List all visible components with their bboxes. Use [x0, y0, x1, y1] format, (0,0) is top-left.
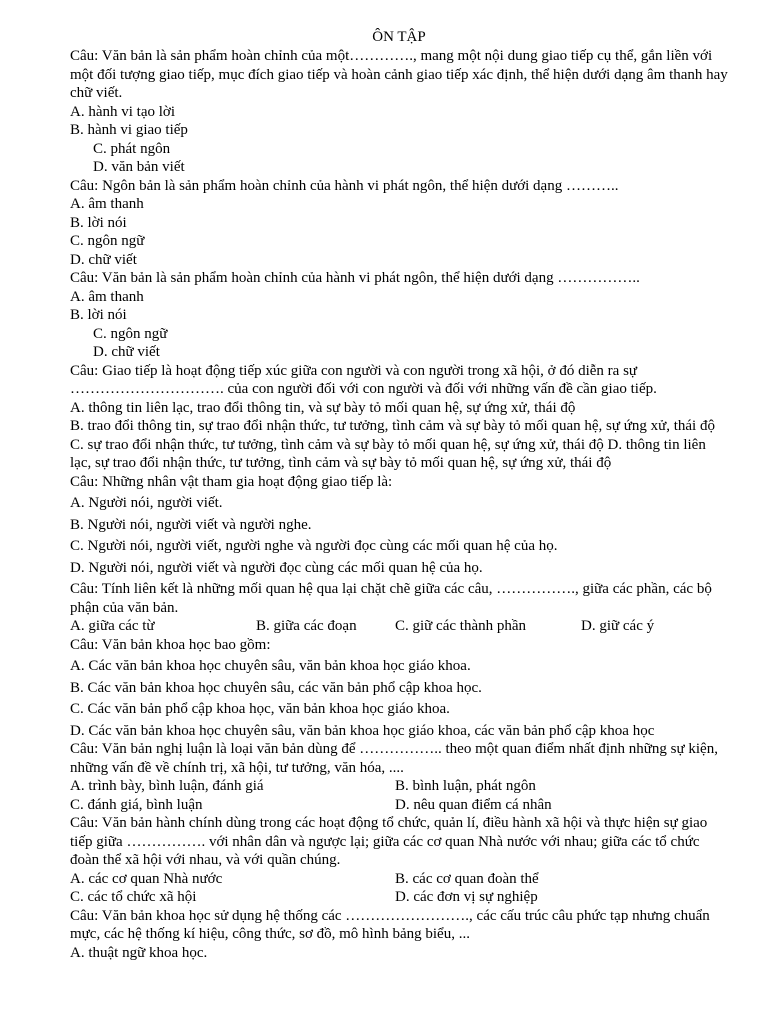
q6-option-d: D. giữ các ý: [581, 618, 655, 634]
q1-option-c: C. phát ngôn: [93, 140, 171, 157]
q2-option-a: A. âm thanh: [70, 196, 144, 212]
q8-options-row-1: [70, 777, 728, 796]
page-title: ÔN TẬP: [372, 29, 426, 45]
question-8-text: Câu: Văn bản nghị luận là loại văn bản dùng để …………….. theo một quan điểm nhất định những sự kiện, những vấn đề về chính trị, xã hội, tư tưởng, văn hóa, ....: [70, 741, 718, 776]
q7-option-c: C. Các văn bản phổ cập khoa học, văn bản khoa học giáo khoa.: [70, 701, 450, 717]
q4-option-c-d: C. sự trao đổi nhận thức, tư tưởng, tình cảm và sự bày tỏ mối quan hệ, sự ứng xử, thái độ D. thông tin liên lạc, sự trao đổi nhận thức, tư tưởng, tình cảm và sự bày tỏ mối quan hệ, sự ứng xử, thái độ: [70, 436, 706, 471]
q2-option-b: B. lời nói: [70, 214, 127, 231]
q9-option-c: C. các tổ chức xã hội: [70, 889, 197, 905]
q10-option-a: A. thuật ngữ khoa học.: [70, 944, 208, 961]
q8-option-c: C. đánh giá, bình luận: [70, 796, 203, 813]
q7-option-a: A. Các văn bản khoa học chuyên sâu, văn bản khoa học giáo khoa.: [70, 658, 471, 674]
question-2-text: Câu: Ngôn bản là sản phẩm hoàn chỉnh của hành vi phát ngôn, thể hiện dưới dạng ………..: [70, 177, 619, 194]
q8-options-row-2: [70, 796, 728, 815]
q1-option-b: B. hành vi giao tiếp: [70, 122, 188, 138]
q4-option-a: A. thông tin liên lạc, trao đổi thông tin, và sự bày tỏ mối quan hệ, sự ứng xử, thái độ: [70, 399, 576, 416]
q6-option-b: B. giữa các đoạn: [256, 618, 357, 634]
q9-option-d: D. các đơn vị sự nghiệp: [395, 889, 538, 905]
q7-option-d: D. Các văn bản khoa học chuyên sâu, văn bản khoa học giáo khoa, các văn bản phổ cập khoa học: [70, 722, 655, 739]
q3-option-b: B. lời nói: [70, 307, 127, 323]
q5-option-a: A. Người nói, người viết.: [70, 495, 223, 511]
q6-options-row: [70, 617, 728, 636]
q8-option-a: A. trình bày, bình luận, đánh giá: [70, 778, 264, 794]
q3-option-c: C. ngôn ngữ: [93, 325, 168, 342]
question-3-text: Câu: Văn bản là sản phẩm hoàn chỉnh của hành vi phát ngôn, thể hiện dưới dạng ……………..: [70, 270, 640, 286]
question-7-text: Câu: Văn bản khoa học bao gồm:: [70, 636, 271, 653]
q4-option-b: B. trao đổi thông tin, sự trao đổi nhận thức, tư tưởng, tình cảm và sự bày tỏ mối quan hệ, sự ứng xử, thái độ: [70, 418, 715, 434]
q9-options-row-1: [70, 870, 728, 889]
q6-option-a: A. giữa các từ: [70, 618, 155, 634]
question-1-text: Câu: Văn bản là sản phẩm hoàn chỉnh của một…………., mang một nội dung giao tiếp cụ thể, gắn liền với một đối tượng giao tiếp, mục đích giao tiếp và hoàn cảnh giao tiếp xác định, thể hiện dưới dạng âm thanh hay chữ viết.: [70, 48, 728, 101]
q5-option-c: C. Người nói, người viết, người nghe và người đọc cùng các mối quan hệ của họ.: [70, 538, 558, 554]
q8-option-d: D. nêu quan điểm cá nhân: [395, 796, 552, 813]
q9-options-row-2: [70, 888, 728, 907]
q2-option-c: C. ngôn ngữ: [70, 233, 145, 249]
q3-option-d: D. chữ viết: [93, 344, 160, 360]
q9-option-b: B. các cơ quan đoàn thể: [395, 870, 539, 887]
q9-option-a: A. các cơ quan Nhà nước: [70, 870, 223, 887]
q8-option-b: B. bình luận, phát ngôn: [395, 778, 536, 794]
q5-option-b: B. Người nói, người viết và người nghe.: [70, 516, 312, 533]
question-6-text: Câu: Tính liên kết là những mối quan hệ qua lại chặt chẽ giữa các câu, ……………., giữa các phần, các bộ phận của văn bản.: [70, 581, 712, 616]
q1-option-a: A. hành vi tạo lời: [70, 103, 175, 120]
question-10-text: Câu: Văn bản khoa học sử dụng hệ thống các ……………………., các cấu trúc câu phức tạp nhưng chuẩn mực, các hệ thống kí hiệu, công thức, sơ đồ, mô hình bảng biểu, ...: [70, 907, 710, 942]
q5-option-d: D. Người nói, người viết và người đọc cùng các mối quan hệ của họ.: [70, 559, 483, 576]
q3-option-a: A. âm thanh: [70, 288, 144, 305]
question-9-text: Câu: Văn bản hành chính dùng trong các hoạt động tổ chức, quản lí, điều hành xã hội và thực hiện sự giao tiếp giữa ……………. với nhân dân và ngược lại; giữa các cơ quan Nhà nước với nhau; giữa các tổ chức đoàn thể xã hội với nhau, và với quần chúng.: [70, 815, 708, 868]
q1-option-d: D. văn bản viết: [93, 159, 185, 175]
q7-option-b: B. Các văn bản khoa học chuyên sâu, các văn bản phổ cập khoa học.: [70, 679, 482, 696]
question-5-text: Câu: Những nhân vật tham gia hoạt động giao tiếp là:: [70, 473, 393, 490]
q6-option-c: C. giữ các thành phần: [395, 618, 527, 634]
question-4-text: Câu: Giao tiếp là hoạt động tiếp xúc giữa con người và con người trong xã hội, ở đó diễn ra sự …………………………. của con người đối với con người và đối với những vấn đề cần giao tiếp.: [70, 362, 657, 397]
q2-option-d: D. chữ viết: [70, 251, 137, 268]
